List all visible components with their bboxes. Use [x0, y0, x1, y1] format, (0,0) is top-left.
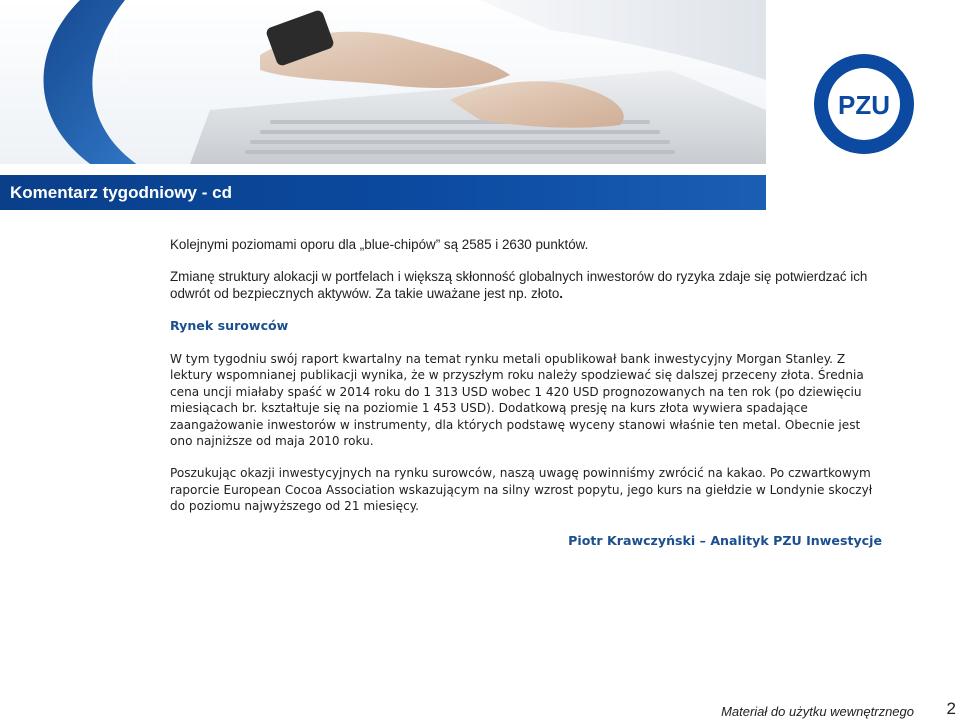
pzu-logo — [812, 52, 916, 156]
page-title: Komentarz tygodniowy - cd — [10, 183, 232, 202]
paragraph-allocation-line-2 — [170, 285, 882, 302]
section-title-commodities: Rynek surowców — [170, 318, 289, 333]
footer-internal-use-note: Materiał do użytku wewnętrznego — [721, 704, 914, 719]
paragraph-cocoa: Poszukując okazji inwestycyjnych na rynku surowców, naszą uwagę powinniśmy zwrócić na kakao. Po czwartkowym raporcie European Cocoa Association wskazującym na silny wzrost popytu, jego kurs na giełdzie w Londynie skoczył do poziomu najwyższego od 21 miesięcy. — [170, 466, 873, 514]
paragraph-morgan-stanley: W tym tygodniu swój raport kwartalny na temat rynku metali opublikował bank inwestycyjny Morgan Stanley. Z lektury wspomnianej publikacji wynika, że w przyszłym roku należy spodziewać się dalszej przeceny złota. Średnia cena uncji miałaby spaść w 2014 roku do 1 313 USD wobec 1 420 USD prognozowanych na ten rok (po dziewięciu miesiącach br. kształtuje się na poziomie 1 453 USD). Dodatkową presję na kurs złota wywiera spadające zaangażowanie inwestorów w instrumenty, dla których podstawę wyceny stanowi właśnie ten metal. Obecnie jest ono najniższe od maja 2010 roku. — [170, 352, 864, 449]
paragraph-resistance-levels: Kolejnymi poziomami oporu dla „blue-chipów” są 2585 i 2630 punktów. — [170, 237, 589, 252]
pzu-logo-text: PZU — [838, 90, 890, 120]
author-signature: Piotr Krawczyński – Analityk PZU Inwestycje — [568, 532, 882, 548]
header-photo — [0, 0, 766, 164]
paragraph-allocation-line-2-text: odwrót od bezpiecznych aktywów. Za takie uważane jest np. złoto — [170, 286, 560, 301]
main-content — [170, 236, 882, 548]
paragraph-allocation-end: . — [559, 286, 564, 301]
laptop-phone-photo — [150, 0, 766, 164]
paragraph-allocation-line-1: Zmianę struktury alokacji w portfelach i większą skłonność globalnych inwestorów do ryzyka zdaje się potwierdzać ich — [170, 269, 868, 284]
page-number: 2 — [946, 699, 956, 718]
title-banner — [0, 175, 766, 210]
